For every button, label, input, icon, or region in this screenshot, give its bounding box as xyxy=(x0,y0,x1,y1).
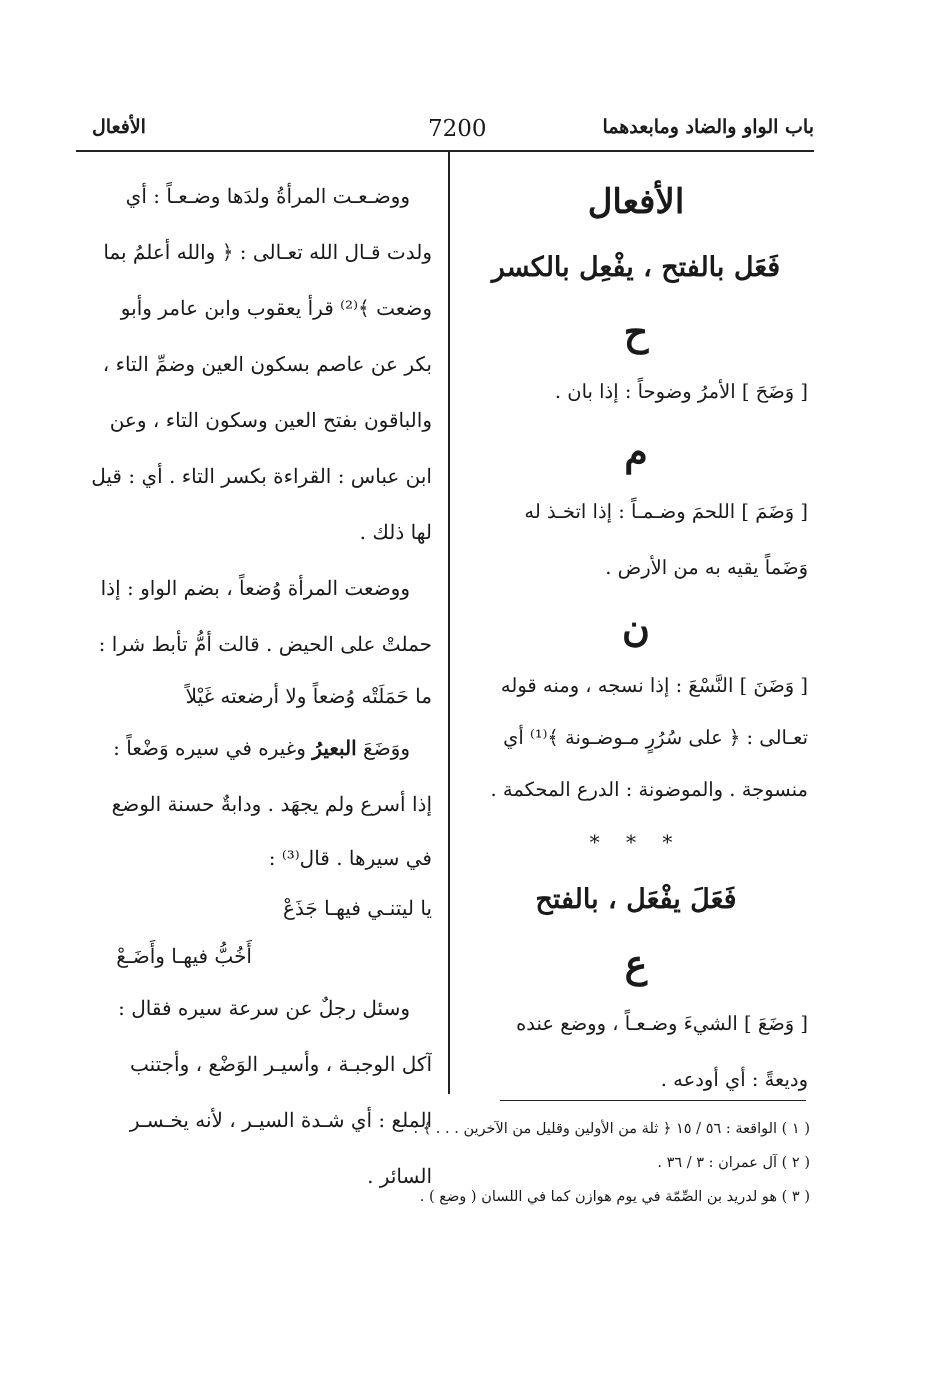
page-number: 7200 xyxy=(428,116,487,142)
paragraph-line: آكل الوجبـة ، وأسيـر الوَضْع ، وأجتنب xyxy=(129,1052,432,1076)
footnote: ( ٢ ) آل عمران : ٣ / ٣٦ . xyxy=(657,1155,810,1171)
letter-heading-ha: ح xyxy=(623,309,649,354)
footnote: ( ٣ ) هو لدريد بن الصِّمّة في يوم هوازن كما في اللسان ( وضع ) . xyxy=(419,1189,810,1205)
paragraph-line: وسئل رجلٌ عن سرعة سيره فقال : xyxy=(118,996,410,1020)
paragraph-line: وضعت ﴾⁽²⁾ قرأ يعقوب وابن عامر وأبو xyxy=(120,296,432,320)
letter-heading-mim: م xyxy=(624,429,648,474)
paragraph-line: والباقون بفتح العين وسكون التاء ، وعن xyxy=(109,408,432,432)
left-column xyxy=(84,168,432,1204)
paragraph-line: لها ذلك . xyxy=(359,520,432,544)
entry-wadama-line: وَضَماً يقيه به من الأرض . xyxy=(605,556,808,579)
paragraph-line: الملع : أي شـدة السيـر ، لأنه يخـسـر xyxy=(129,1108,432,1132)
paragraph-text: وغيره في سيره وَضْعاً : xyxy=(113,736,313,760)
chapter-title: باب الواو والضاد ومابعدهما xyxy=(602,116,814,138)
main-heading: الأفعال xyxy=(587,182,685,222)
entry-wadana-line: منسوجة . والموضونة : الدرع المحكمة . xyxy=(490,778,808,801)
entry-wadana-line: [ وَضَنَ ] النَّسْعَ : إذا نسجه ، ومنه قوله xyxy=(500,674,808,697)
paragraph-line: بكر عن عاصم بسكون العين وضمِّ التاء ، xyxy=(102,352,432,376)
footnote-rule xyxy=(500,1100,806,1101)
headword-bold: البعيرُ xyxy=(312,736,357,760)
poetry-verse: أَخُبُّ فيهـا وأَضَـعْ xyxy=(116,944,252,968)
paragraph-text: ووَضَعَ xyxy=(356,736,410,760)
paragraph-line: حملتْ على الحيض . قالت أمُّ تأبط شرا : xyxy=(98,632,432,656)
paragraph-line: ولدت قـال الله تعـالى : ﴿ والله أعلمُ بما xyxy=(103,240,432,264)
poetry-verse: يا ليتنـي فيهـا جَذَعْ xyxy=(282,896,432,920)
entry-wadama-line: [ وَضَمَ ] اللحمَ وضـمـاً : إذا اتخـذ له xyxy=(524,500,808,523)
paragraph-line: السائر . xyxy=(367,1164,432,1188)
letter-heading-ayn: ع xyxy=(624,941,648,986)
poetry-verse: ما حَمَلَتْه وُضعاً ولا أرضعته غَيْلاً xyxy=(185,684,432,708)
paragraph-line: ووضعت المرأة وُضعاً ، بضم الواو : إذا xyxy=(100,576,410,600)
paragraph-line: ابن عباس : القراءة بكسر التاء . أي : قيل xyxy=(91,464,432,488)
letter-heading-nun: ن xyxy=(622,605,650,650)
header-rule xyxy=(76,150,814,152)
column-divider xyxy=(448,152,450,1094)
footnotes xyxy=(290,1112,810,1214)
section-title: الأفعال xyxy=(92,116,146,138)
paragraph-line: في سيرها . قال⁽³⁾ : xyxy=(268,846,432,870)
section-separator: * * * xyxy=(589,830,683,854)
entry-wadaha: [ وَضَحَ ] الأمرُ وضوحاً : إذا بان . xyxy=(554,380,808,403)
footnote: ( ١ ) الواقعة : ٥٦ / ١٥ ﴿ ثلة من الأولين وقليل من الآخرين . . . ﴾ . xyxy=(413,1121,810,1137)
entry-wadaa-line: وديعةً : أي أودعه . xyxy=(660,1068,808,1091)
paragraph-line: ووضـعـت المرأةُ ولدَها وضـعـاً : أي xyxy=(125,184,410,208)
entry-wadana-line: تعـالى : ﴿ على سُرُرٍ مـوضـونة ﴾⁽¹⁾ أي xyxy=(503,726,808,749)
pattern-heading-fath: فَعَلَ يفْعَل ، بالفتح xyxy=(535,884,737,915)
paragraph-line: إذا أسرع ولم يجهَد . ودابةٌ حسنة الوضع xyxy=(111,792,432,816)
entry-wadaa-line: [ وَضَعَ ] الشيءَ وضـعـاً ، ووضع عنده xyxy=(516,1012,808,1035)
running-header xyxy=(78,112,814,152)
right-column xyxy=(464,168,808,1108)
pattern-heading-kasr: فَعَل بالفتح ، يفْعِل بالكسر xyxy=(491,252,781,283)
paragraph-line xyxy=(84,720,432,776)
